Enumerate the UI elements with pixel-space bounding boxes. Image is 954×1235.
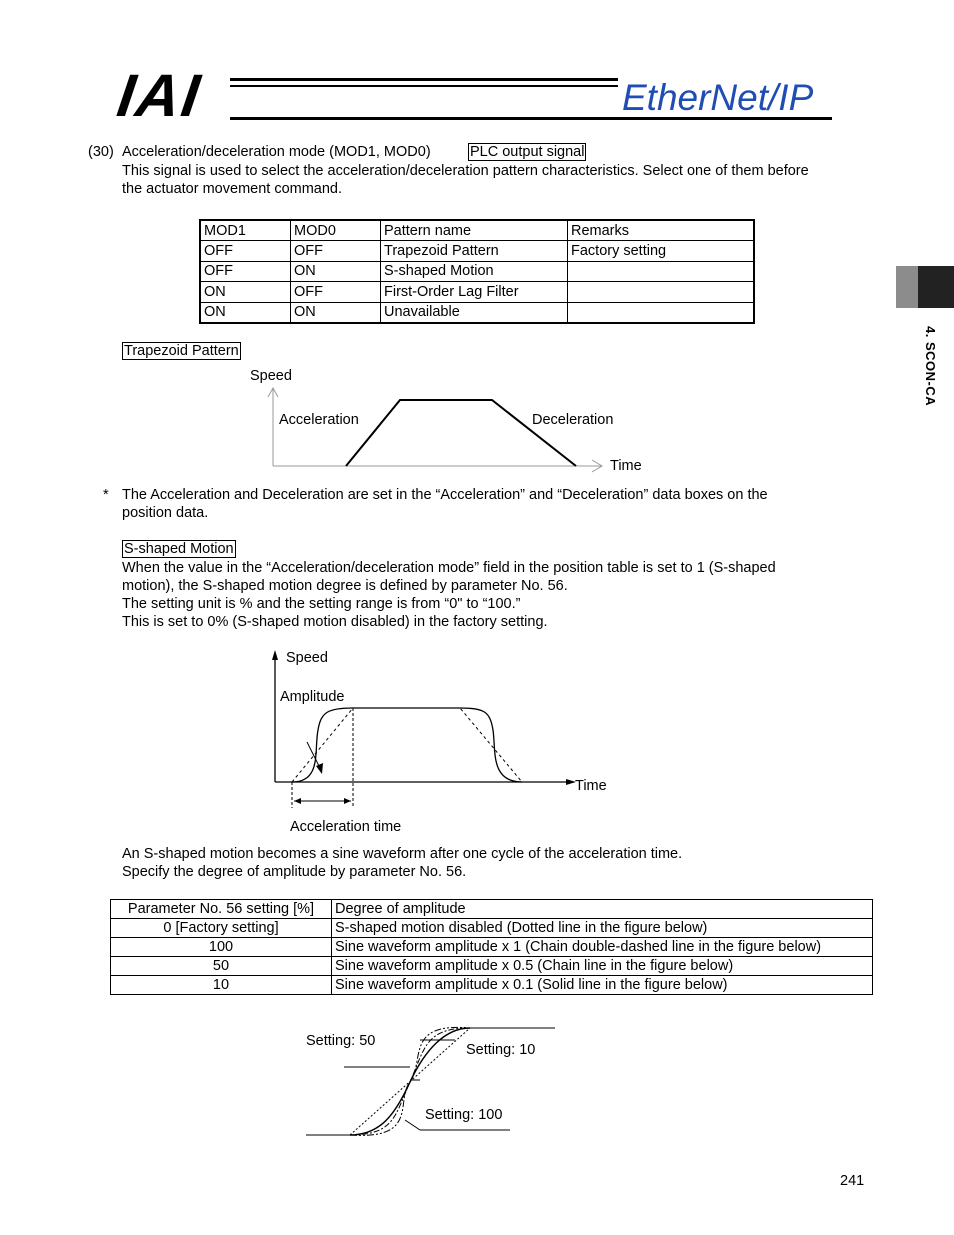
table-cell: S-shaped Motion <box>381 261 568 281</box>
plc-output-signal-tag: PLC output signal <box>470 144 585 160</box>
time-label: Time <box>610 458 642 474</box>
table-row <box>111 957 873 976</box>
span-arrow-right <box>344 798 351 804</box>
side-tab-accent <box>896 266 918 308</box>
pointer-line <box>307 742 320 768</box>
table-cell <box>568 282 755 302</box>
trapezoid-profile <box>346 400 576 466</box>
table-row <box>200 261 754 281</box>
s-shaped-heading: S-shaped Motion <box>124 541 234 557</box>
table-cell: Sine waveform amplitude x 0.5 (Chain line in the figure below) <box>332 957 873 976</box>
table-cell <box>568 302 755 323</box>
setting-50-label: Setting: 50 <box>306 1033 376 1049</box>
speed-axis-arrow <box>272 650 278 660</box>
table-cell: Sine waveform amplitude x 1 (Chain double-dashed line in the figure below) <box>332 938 873 957</box>
s-shaped-diagram <box>250 640 630 840</box>
col-header: Degree of amplitude <box>332 900 873 919</box>
pointer-arrow <box>316 763 323 774</box>
table-cell: ON <box>291 261 381 281</box>
col-header: MOD1 <box>200 220 291 241</box>
setting-10-label: Setting: 10 <box>466 1042 536 1058</box>
table-cell: ON <box>291 302 381 323</box>
s-curve-line <box>292 708 522 782</box>
table-header-row <box>200 220 754 241</box>
note-line-2: position data. <box>122 505 209 521</box>
acceleration-time-label: Acceleration time <box>290 819 402 835</box>
iai-logo: IAI <box>113 62 206 129</box>
table-cell: 100 <box>111 938 332 957</box>
span-arrow-left <box>294 798 301 804</box>
col-header: MOD0 <box>291 220 381 241</box>
page-number: 241 <box>840 1173 865 1189</box>
table-row <box>200 241 754 261</box>
table-row <box>200 282 754 302</box>
note-mark: * <box>103 487 109 503</box>
table-cell: Unavailable <box>381 302 568 323</box>
time-label: Time <box>575 778 607 794</box>
s-shaped-line-3: The setting unit is % and the setting range is from “0" to “100.” <box>122 596 521 612</box>
table-cell: First-Order Lag Filter <box>381 282 568 302</box>
table-cell: OFF <box>291 241 381 261</box>
setting-100-label: Setting: 100 <box>425 1107 503 1123</box>
s-shaped-after-line-2: Specify the degree of amplitude by parameter No. 56. <box>122 864 467 880</box>
amplitude-label: Amplitude <box>280 689 345 705</box>
table-cell: OFF <box>200 261 291 281</box>
param-56-table <box>110 899 873 995</box>
side-tab-block <box>918 266 954 308</box>
mode-table <box>199 219 755 324</box>
table-cell <box>568 261 755 281</box>
table-cell: S-shaped motion disabled (Dotted line in the figure below) <box>332 919 873 938</box>
deceleration-label: Deceleration <box>532 412 614 428</box>
speed-label: Speed <box>286 650 328 666</box>
table-cell: Factory setting <box>568 241 755 261</box>
table-cell: OFF <box>200 241 291 261</box>
speed-label: Speed <box>250 368 292 384</box>
s-shaped-after-line-1: An S-shaped motion becomes a sine waveform after one cycle of the acceleration time. <box>122 846 683 862</box>
section-title: Acceleration/deceleration mode (MOD1, MOD0) <box>122 144 431 160</box>
table-row <box>111 919 873 938</box>
intro-line-2: the actuator movement command. <box>122 181 343 197</box>
side-tab-label: 4. SCON-CA <box>923 326 938 407</box>
table-cell: ON <box>200 302 291 323</box>
intro-line-1: This signal is used to select the acceleration/deceleration pattern characteristics. Select one of them before <box>122 163 809 179</box>
s-shaped-line-1: When the value in the “Acceleration/deceleration mode” field in the position table is set to 1 (S-shaped <box>122 560 776 576</box>
table-cell: OFF <box>291 282 381 302</box>
table-row <box>111 976 873 995</box>
acceleration-label: Acceleration <box>279 412 359 428</box>
trapezoid-heading: Trapezoid Pattern <box>124 343 239 359</box>
settings-curves-figure <box>300 1020 570 1145</box>
col-header: Remarks <box>568 220 755 241</box>
table-cell: 10 <box>111 976 332 995</box>
table-row <box>200 302 754 323</box>
table-cell: Sine waveform amplitude x 0.1 (Solid line in the figure below) <box>332 976 873 995</box>
col-header: Pattern name <box>381 220 568 241</box>
table-cell: Trapezoid Pattern <box>381 241 568 261</box>
table-header-row <box>111 900 873 919</box>
header-rule-mid <box>230 85 618 87</box>
col-header: Parameter No. 56 setting [%] <box>111 900 332 919</box>
table-cell: 50 <box>111 957 332 976</box>
ethernet-ip-logo: EtherNet/IP <box>622 77 814 118</box>
leader-setting-100 <box>405 1120 420 1130</box>
table-cell: 0 [Factory setting] <box>111 919 332 938</box>
header-rule-top <box>230 78 618 81</box>
trapezoid-diagram <box>240 360 660 480</box>
trapezoid-dotted-line <box>292 708 522 782</box>
note-line-1: The Acceleration and Deceleration are set in the “Acceleration” and “Deceleration” data boxes on the <box>122 487 768 503</box>
s-shaped-line-2: motion), the S-shaped motion degree is defined by parameter No. 56. <box>122 578 568 594</box>
s-shaped-line-4: This is set to 0% (S-shaped motion disabled) in the factory setting. <box>122 614 548 630</box>
table-cell: ON <box>200 282 291 302</box>
table-row <box>111 938 873 957</box>
section-number: (30) <box>88 144 114 160</box>
